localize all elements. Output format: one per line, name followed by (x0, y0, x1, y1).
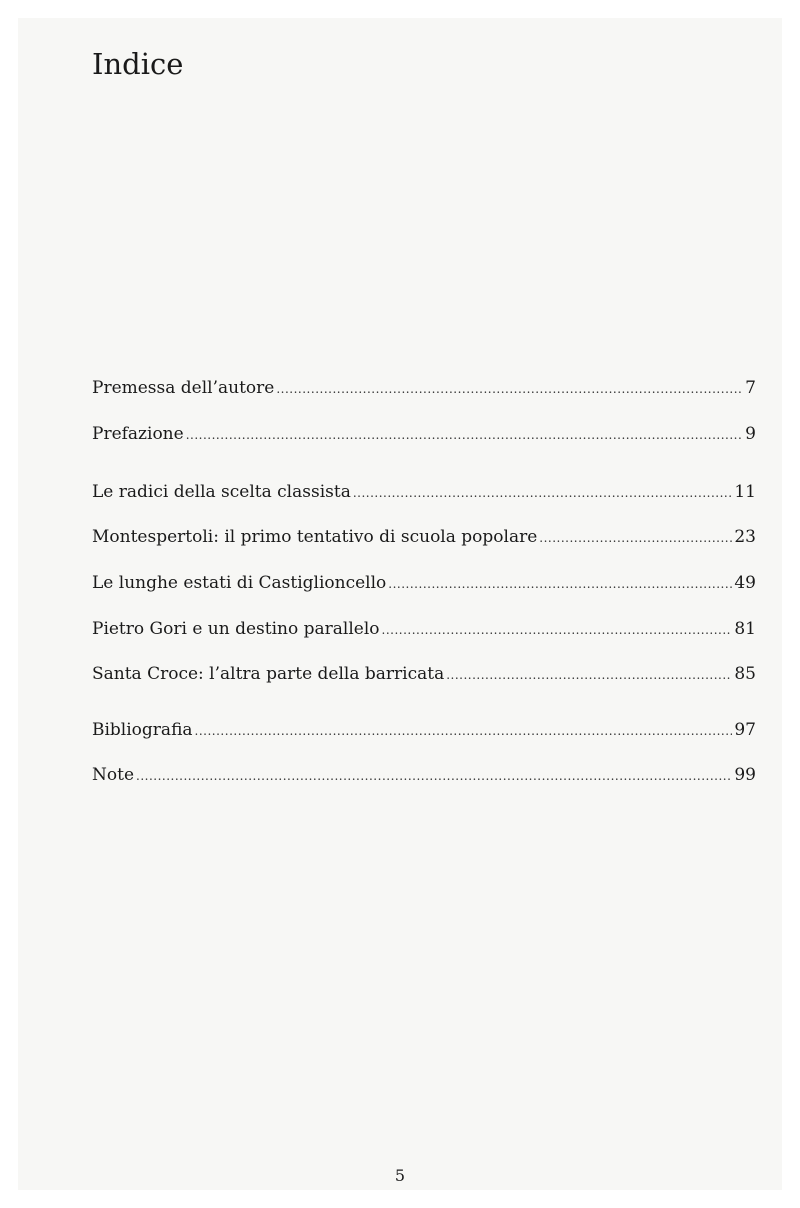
toc-entry-page: 11 (734, 482, 756, 502)
toc-entry-page: 97 (734, 720, 756, 740)
toc-entry-label: Bibliografia (92, 720, 193, 740)
page-sheet (18, 18, 782, 1190)
leader-dots (446, 662, 732, 688)
toc-entry-label: Premessa dell’autore (92, 378, 275, 398)
toc-entry-page: 81 (734, 619, 756, 639)
toc-entry-pietro-gori[interactable] (92, 616, 756, 642)
leader-dots (353, 480, 733, 506)
toc-entry-label: Note (92, 765, 135, 785)
toc-entry-label: Pietro Gori e un destino parallelo (92, 619, 380, 639)
toc-entry-label: Le lunghe estati di Castiglioncello (92, 573, 387, 593)
toc-entry-label: Santa Croce: l’altra parte della barricata (92, 664, 445, 684)
toc-entry-page: 7 (745, 378, 756, 398)
toc-entry-radici[interactable] (92, 479, 756, 505)
leader-dots (276, 376, 743, 402)
toc-entry-page: 99 (734, 765, 756, 785)
toc-entry-castiglioncello[interactable] (92, 570, 756, 596)
page-number: 5 (394, 1166, 406, 1185)
toc-entry-page: 9 (745, 424, 756, 444)
page-title: Indice (92, 47, 184, 81)
toc-entry-label: Montespertoli: il primo tentativo di scuola popolare (92, 527, 538, 547)
leader-dots (382, 617, 733, 643)
toc-entry-label: Prefazione (92, 424, 184, 444)
leader-dots (195, 718, 733, 744)
toc-entry-page: 85 (734, 664, 756, 684)
leader-dots (539, 525, 732, 551)
leader-dots (186, 422, 743, 448)
toc-entry-montespertoli[interactable] (92, 524, 756, 550)
toc-entry-page: 23 (734, 527, 756, 547)
toc-entry-premessa[interactable] (92, 375, 756, 401)
leader-dots (388, 571, 732, 597)
toc-entry-note[interactable] (92, 762, 756, 788)
toc-entry-bibliografia[interactable] (92, 717, 756, 743)
toc-entry-label: Le radici della scelta classista (92, 482, 351, 502)
toc-entry-santa-croce[interactable] (92, 661, 756, 687)
toc-entry-page: 49 (734, 573, 756, 593)
leader-dots (136, 763, 732, 789)
toc-entry-prefazione[interactable] (92, 421, 756, 447)
